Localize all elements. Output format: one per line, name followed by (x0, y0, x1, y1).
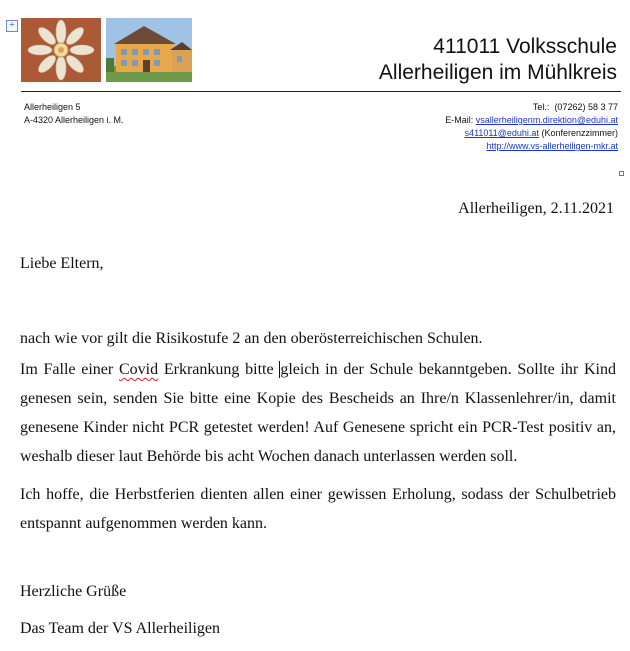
paragraph-holidays: Ich hoffe, die Herbstferien dienten allen einer gewissen Erholung, sodass der Schulbetrieb entspannt aufgenommen werden kann. (20, 486, 616, 532)
phone-line (445, 101, 618, 114)
postal-address (24, 101, 124, 127)
contact-block (445, 101, 618, 153)
phone-number: (07262) 58 3 77 (554, 102, 618, 112)
letter-date: Allerheiligen, 2.11.2021 (458, 200, 614, 217)
spellcheck-flagged-word[interactable]: Covid (118, 361, 159, 378)
flower-logo-image (21, 18, 101, 82)
address-street: Allerheiligen 5 (24, 102, 81, 112)
email-conference-line (445, 127, 618, 140)
paragraph-risk-level: nach wie vor gilt die Risikostufe 2 an den oberösterreichischen Schulen. (20, 330, 483, 347)
school-title-line1: 411011 Volksschule (433, 35, 617, 58)
email-direction-link[interactable]: vsallerheiligenm.direktion@eduhi.at (475, 115, 618, 125)
letter-signature: Das Team der VS Allerheiligen (20, 620, 221, 637)
email-conference-link[interactable]: s411011@eduhi.at (464, 128, 539, 138)
resize-handle-icon[interactable] (619, 171, 624, 176)
email-conference-note: (Konferenzzimmer) (541, 128, 618, 138)
email-line (445, 114, 618, 127)
header-divider (21, 91, 621, 92)
school-building-image (106, 18, 192, 82)
table-move-handle-icon[interactable]: + (6, 20, 18, 32)
letter-closing: Herzliche Grüße (20, 583, 127, 600)
website-line (445, 140, 618, 153)
address-city: A-4320 Allerheiligen i. M. (24, 115, 124, 125)
school-title (379, 34, 617, 86)
email-label: E-Mail: (445, 115, 474, 125)
paragraph-covid-middle: Erkrankung bitte (158, 361, 280, 378)
paragraph-covid-info (20, 355, 616, 471)
paragraph-covid-end: in der Schule bekanntgeben. Sollte ihr Kind genesen sein, senden Sie bitte eine Kopie des Bescheids an Ihre/n Klassenlehrer/in, damit genesene Kinder nicht PCR getestet werden! Auf Genesene spricht ein PCR-Test positiv an, weshalb dieser laut Behörde bis acht Wochen danach unterlassen werden soll. (20, 361, 616, 465)
website-link[interactable]: http://www.vs-allerheiligen-mkr.at (486, 141, 618, 151)
phone-label: Tel.: (532, 102, 550, 112)
letter-greeting: Liebe Eltern, (20, 255, 104, 272)
text-cursor-word[interactable]: gleich (280, 361, 320, 378)
paragraph-covid-start: Im Falle einer (20, 361, 119, 378)
school-title-line2: Allerheiligen im Mühlkreis (378, 61, 617, 84)
